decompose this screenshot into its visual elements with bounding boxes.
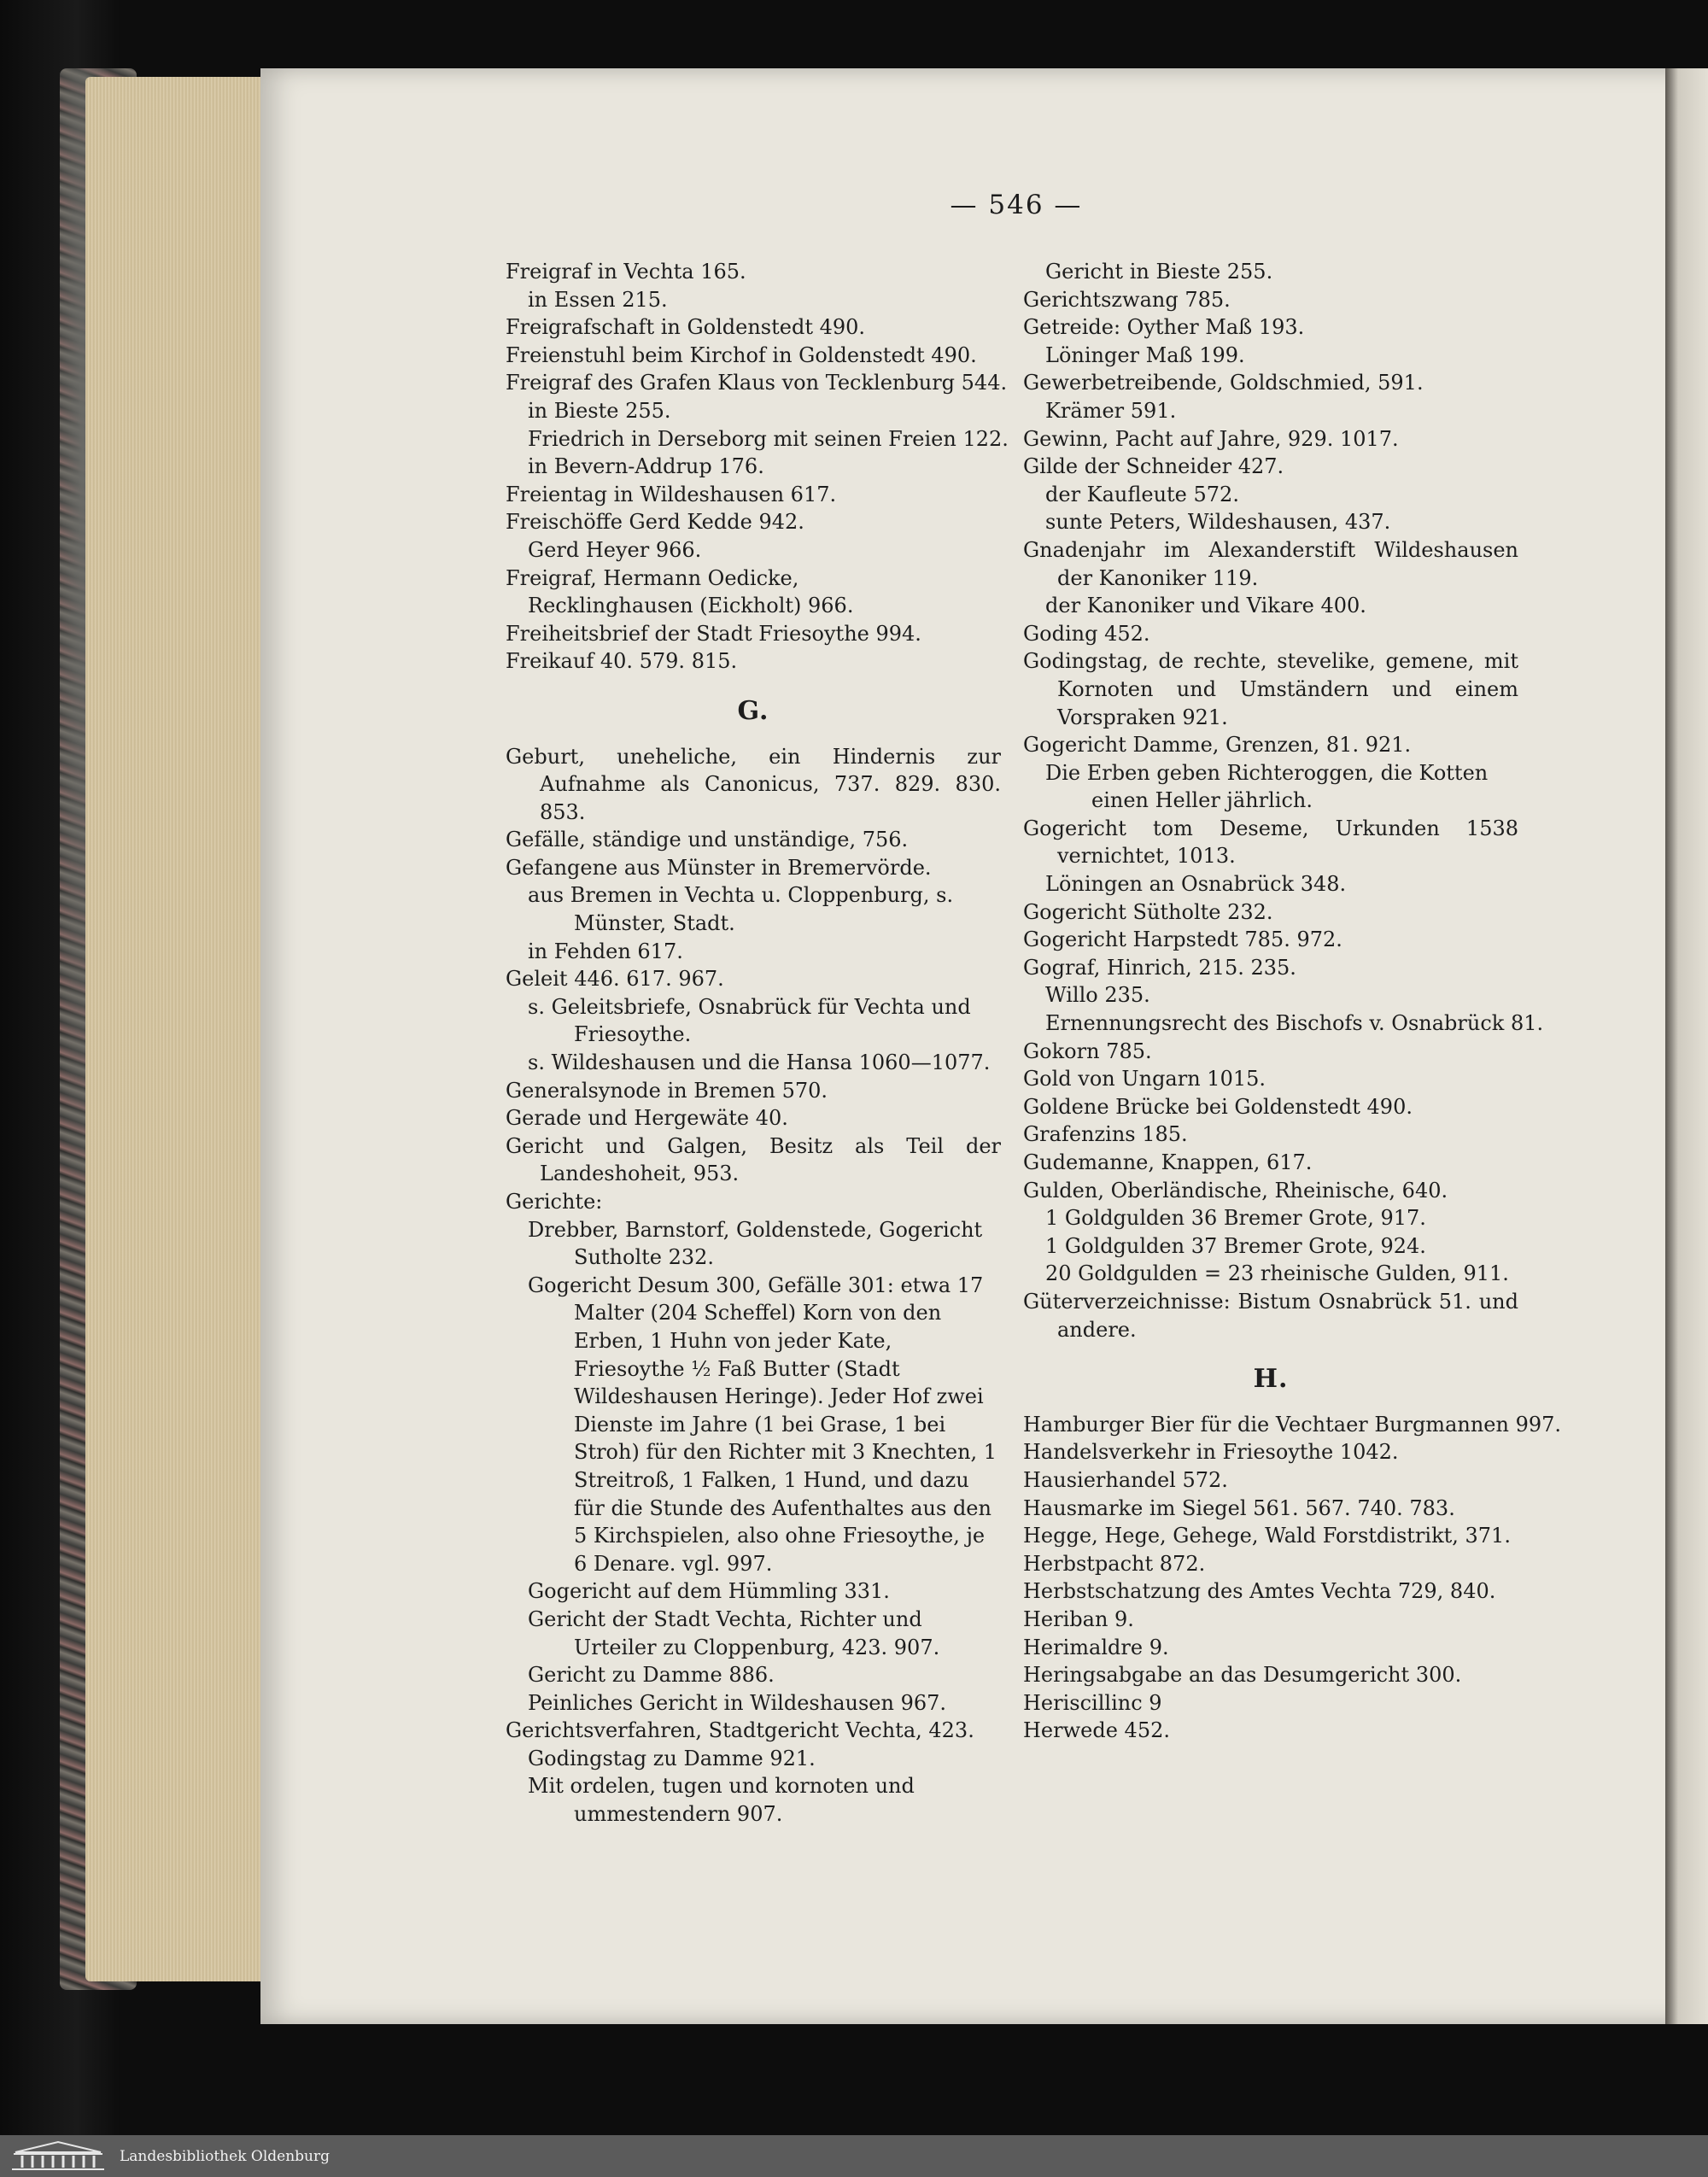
index-subentry: Krämer 591.: [1045, 398, 1177, 423]
index-subentry: Gogericht auf dem Hümmling 331.: [528, 1579, 890, 1604]
index-subentry: 1 Goldgulden 36 Bremer Grote, 917.: [1045, 1206, 1426, 1231]
index-entry: Herbstschatzung des Amtes Vechta 729, 840.: [1023, 1579, 1496, 1604]
facing-page-edge: [1665, 68, 1708, 2024]
index-subentry: s. Wildeshausen und die Hansa 1060—1077.: [528, 1050, 991, 1075]
index-entry: Gilde der Schneider 427.: [1023, 454, 1284, 479]
index-entry: Freischöffe Gerd Kedde 942.: [506, 510, 804, 535]
index-entry: Gogericht Harpstedt 785. 972.: [1023, 928, 1342, 952]
index-subentry: Recklinghausen (Eickholt) 966.: [528, 594, 854, 618]
page-number: — 546 —: [950, 190, 1083, 220]
index-entry: Grafenzins 185.: [1023, 1122, 1188, 1147]
index-subentry: Peinliches Gericht in Wildeshausen 967.: [528, 1690, 947, 1715]
index-entry: Freikauf 40. 579. 815.: [506, 649, 738, 674]
index-entry: Gnadenjahr im Alexanderstift Wildeshausen der Kanoniker 119.: [1023, 537, 1518, 590]
index-entry: Hegge, Hege, Gehege, Wald Forstdistrikt, 371.: [1023, 1524, 1511, 1548]
index-entry: Freientag in Wildeshausen 617.: [506, 482, 837, 506]
index-entry: Hausmarke im Siegel 561. 567. 740. 783.: [1023, 1495, 1455, 1520]
index-subentry: Gerd Heyer 966.: [528, 537, 702, 562]
index-entry: Godingstag, de rechte, stevelike, gemene, mit Kornoten und Umständern und einem Vorspraken 921.: [1023, 649, 1518, 729]
index-subentry: s. Geleitsbriefe, Osnabrück für Vechta und Friesoythe.: [528, 994, 971, 1047]
index-entry: Gudemanne, Knappen, 617.: [1023, 1150, 1313, 1174]
library-name: Landesbibliothek Oldenburg: [120, 2147, 330, 2165]
library-building-icon: [7, 2139, 109, 2174]
index-entry: Generalsynode in Bremen 570.: [506, 1078, 828, 1103]
index-entry: Freiheitsbrief der Stadt Friesoythe 994.: [506, 621, 921, 646]
index-subentry: 1 Goldgulden 37 Bremer Grote, 924.: [1045, 1233, 1426, 1258]
index-entry: Goldene Brücke bei Goldenstedt 490.: [1023, 1094, 1413, 1119]
index-entry: Heriscillinc 9: [1023, 1690, 1162, 1715]
index-entry: Gogericht Sütholte 232.: [1023, 899, 1273, 924]
index-subentry: in Essen 215.: [528, 287, 668, 312]
index-subentry: Gericht zu Damme 886.: [528, 1663, 775, 1688]
index-subentry: Friedrich in Derseborg mit seinen Freien 122.: [528, 426, 1009, 451]
index-subentry: Die Erben geben Richteroggen, die Kotten einen Heller jährlich.: [1045, 760, 1489, 813]
index-entry: Gokorn 785.: [1023, 1039, 1152, 1063]
index-entry: Gogericht Damme, Grenzen, 81. 921.: [1023, 733, 1412, 758]
index-entry: Herwede 452.: [1023, 1718, 1170, 1743]
index-subentry: in Fehden 617.: [528, 939, 683, 963]
index-subentry: Gericht in Bieste 255.: [1045, 260, 1273, 284]
index-subentry: aus Bremen in Vechta u. Cloppenburg, s. Münster, Stadt.: [528, 883, 954, 936]
section-heading: H.: [1253, 1364, 1289, 1395]
index-subentry: Drebber, Barnstorf, Goldenstede, Gogericht Sutholte 232.: [528, 1217, 983, 1270]
index-entry: Güterverzeichnisse: Bistum Osnabrück 51. und andere.: [1023, 1289, 1518, 1342]
index-subentry: Godingstag zu Damme 921.: [528, 1746, 816, 1770]
index-subentry: Ernennungsrecht des Bischofs v. Osnabrück 81.: [1045, 1011, 1544, 1036]
index-entry: Goding 452.: [1023, 621, 1150, 646]
index-entry: Gerichtszwang 785.: [1023, 287, 1231, 312]
index-entry: Herbstpacht 872.: [1023, 1551, 1206, 1576]
index-entry: Gewinn, Pacht auf Jahre, 929. 1017.: [1023, 426, 1399, 451]
index-entry: Geburt, uneheliche, ein Hindernis zur Aufnahme als Canonicus, 737. 829. 830. 853.: [506, 744, 1001, 824]
index-entry: Freigraf des Grafen Klaus von Tecklenburg 544.: [506, 371, 1008, 395]
index-entry: Gefangene aus Münster in Bremervörde.: [506, 855, 932, 880]
index-column-left: [506, 258, 1009, 1829]
index-entry: Freigraf in Vechta 165.: [506, 260, 746, 284]
index-entry: Gericht und Galgen, Besitz als Teil der Landeshoheit, 953.: [506, 1133, 1001, 1186]
index-column-right: [1023, 258, 1562, 1745]
index-subentry: in Bevern-Addrup 176.: [528, 454, 764, 479]
index-entry: Heriban 9.: [1023, 1606, 1134, 1631]
index-entry: Gefälle, ständige und unständige, 756.: [506, 828, 909, 852]
index-subentry: der Kaufleute 572.: [1045, 482, 1239, 506]
index-subentry: der Kanoniker und Vikare 400.: [1045, 594, 1366, 618]
index-entry: Gerichte:: [506, 1190, 603, 1214]
index-entry: Freienstuhl beim Kirchof in Goldenstedt 490.: [506, 342, 977, 367]
index-entry: Gogericht tom Deseme, Urkunden 1538 vernichtet, 1013.: [1023, 816, 1518, 869]
index-entry: Geleit 446. 617. 967.: [506, 967, 724, 992]
index-entry: Gulden, Oberländische, Rheinische, 640.: [1023, 1178, 1448, 1203]
index-entry: Getreide: Oyther Maß 193.: [1023, 315, 1305, 340]
index-entry: Freigraf, Hermann Oedicke,: [506, 565, 799, 590]
index-entry: Gerichtsverfahren, Stadtgericht Vechta, 423.: [506, 1718, 974, 1743]
book-page-edges: [85, 77, 265, 1981]
index-entry: Freigrafschaft in Goldenstedt 490.: [506, 315, 866, 340]
viewer-footer-bar: [0, 2135, 1708, 2177]
index-entry: Hausierhandel 572.: [1023, 1467, 1228, 1492]
index-entry: Gograf, Hinrich, 215. 235.: [1023, 955, 1296, 980]
index-entry: Gerade und Hergewäte 40.: [506, 1106, 788, 1131]
index-subentry: in Bieste 255.: [528, 398, 671, 423]
index-entry: Gewerbetreibende, Goldschmied, 591.: [1023, 371, 1424, 395]
index-subentry: Gogericht Desum 300, Gefälle 301: etwa 17 Malter (204 Scheffel) Korn von den Erben, 1 Huhn von jeder Kate, Friesoythe ½ Faß Butter (Stadt Wildeshausen Heringe). Jeder Hof zwei Dienste im Jahre (1 bei Grase, 1 bei Stroh) für den Richter mit 3 Knechten, 1 Streitroß, 1 Falken, 1 Hund, und dazu für die Stunde des Aufenthaltes aus den 5 Kirchspielen, also ohne Friesoythe, je 6 Denare. vgl. 997.: [528, 1273, 997, 1576]
index-subentry: 20 Goldgulden = 23 rheinische Gulden, 911.: [1045, 1261, 1509, 1286]
index-entry: Herimaldre 9.: [1023, 1635, 1169, 1659]
section-heading: G.: [737, 695, 769, 726]
index-subentry: Gericht der Stadt Vechta, Richter und Urteiler zu Cloppenburg, 423. 907.: [528, 1606, 940, 1659]
index-entry: Hamburger Bier für die Vechtaer Burgmannen 997.: [1023, 1412, 1562, 1437]
index-entry: Gold von Ungarn 1015.: [1023, 1067, 1266, 1091]
index-subentry: Löningen an Osnabrück 348.: [1045, 872, 1347, 897]
index-entry: Handelsverkehr in Friesoythe 1042.: [1023, 1440, 1399, 1465]
index-subentry: Willo 235.: [1045, 983, 1150, 1008]
index-subentry: Löninger Maß 199.: [1045, 342, 1245, 367]
index-subentry: sunte Peters, Wildeshausen, 437.: [1045, 510, 1391, 535]
index-entry: Heringsabgabe an das Desumgericht 300.: [1023, 1663, 1462, 1688]
index-subentry: Mit ordelen, tugen und kornoten und ummestendern 907.: [528, 1774, 915, 1827]
